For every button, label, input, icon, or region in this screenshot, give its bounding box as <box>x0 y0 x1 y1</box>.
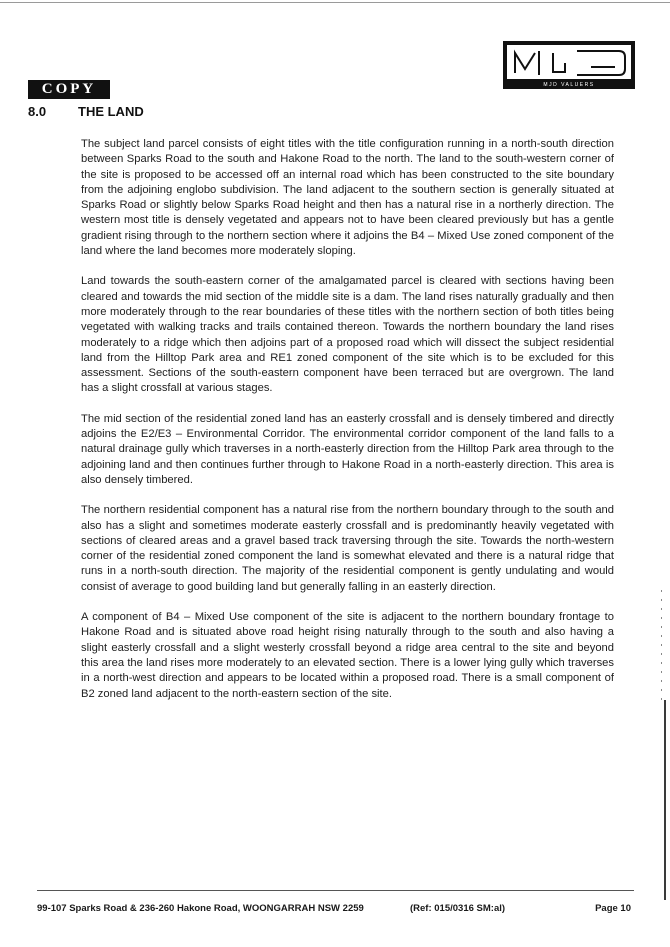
footer-reference: (Ref: 015/0316 SM:al) <box>410 903 506 914</box>
paragraph: A component of B4 – Mixed Use component of the site is adjacent to the northern boundary frontage to Hakone Road and is situated above road height rising naturally through to the south and also having a slight easterly crossfall and a slight westerly crossfall beyond a ridge area central to the site and beyond this area the land rises more moderately to an elevated section. There is a lower lying gully which traverses in a north-west direction and appears to be located within a proposed road. There is a small component of B2 zoned land adjacent to the north-eastern section of the site. <box>81 611 614 700</box>
paragraph: The mid section of the residential zoned land has an easterly crossfall and is densely timbered and directly adjoins the E2/E3 – Environmental Corridor. The environmental corridor component of the land falls to a natural drainage gully which traverses in a north-easterly direction from the Hilltop Park area through to the adjoining land and then continues further through to Hakone Road in a north-easterly direction. This area is also densely timbered. <box>81 412 614 486</box>
section-title: THE LAND <box>78 104 144 119</box>
scan-edge <box>664 700 666 900</box>
paragraph: Land towards the south-eastern corner of the amalgamated parcel is cleared with sections having been cleared and towards the mid section of the middle site is a dam. The land rises naturally gradually and then more moderately through to the rear boundaries of these titles with the northern section of both titles being vegetated with walking tracks and trails contained thereon. Towards the northern boundary the land rises moderately to a ridge which then adjoins part of a proposed road which will dissect the subject residential land from the Hilltop Park area and RE1 zoned component of the site which is to be excluded for this assessment. Sections of the south-eastern component have been terraced but are overgrown. The land has a slight crossfall at various stages. <box>81 275 614 395</box>
section-heading <box>28 104 144 119</box>
company-logo <box>503 41 635 89</box>
logo-tagline: MJD VALUERS <box>543 82 595 88</box>
paragraph: The northern residential component has a natural rise from the northern boundary through to the south and also has a slight and sometimes moderate easterly crossfall and is predominantly heavily vegetated with sections of cleared areas and a gravel based track traversing through the site. Towards the north-western corner of the residential zoned component the land is somewhat elevated and there is a natural ridge that runs in a north-south direction. The majority of the residential component is gently undulating and would consist of average to good building land but generally falling in an easterly direction. <box>81 504 614 593</box>
section-number: 8.0 <box>28 104 47 119</box>
copy-stamp: COPY <box>28 80 110 99</box>
page-number: Page 10 <box>595 903 631 914</box>
top-rule <box>0 2 670 3</box>
footer-rule <box>37 890 634 891</box>
section-body <box>81 137 614 717</box>
paragraph: The subject land parcel consists of eight titles with the title configuration running in a north-south direction between Sparks Road to the south and Hakone Road to the north. The land to the south-western corner of the site is proposed to be accessed off an internal road which has been constructed to the site boundary from the adjoining englobo subdivision. The land adjacent to the southern section is generally situated at Sparks Road or slightly below Sparks Road height and then has a natural rise in a northerly direction. The western most title is densely vegetated and appears not to have been cleared previously but has a gentle gradient rising through to the northern section where it adjoins the B4 – Mixed Use zoned component of the land where the land becomes more moderately sloping. <box>81 138 614 258</box>
footer-address: 99-107 Sparks Road & 236-260 Hakone Road, WOONGARRAH NSW 2259 <box>37 903 364 914</box>
scan-artifact <box>661 590 662 700</box>
